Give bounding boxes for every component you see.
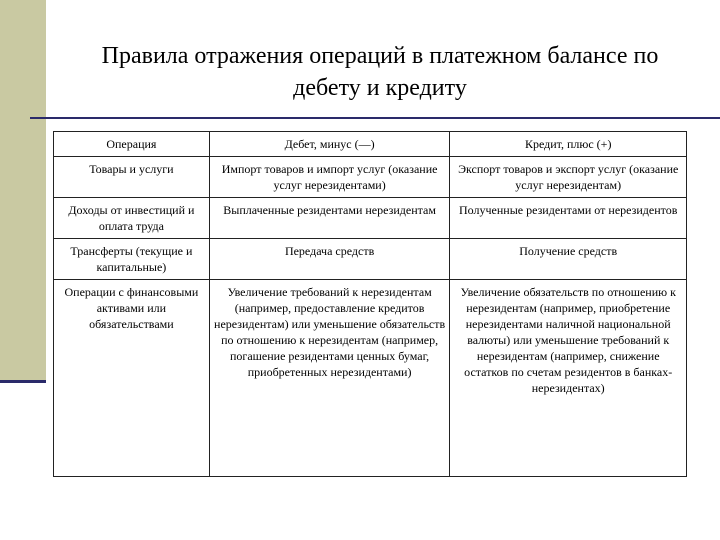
cell-debit: Импорт товаров и импорт услуг (оказание услуг нерезидентами)	[209, 157, 450, 198]
slide-title	[60, 40, 700, 104]
table-row	[54, 157, 687, 198]
cell-operation: Трансферты (текущие и капитальные)	[54, 239, 210, 280]
slide-title-line-2: дебету и кредиту	[293, 75, 467, 101]
cell-credit: Увеличение обязательств по отношению к нерезидентам (например, приобретение нерезидентами наличной национальной валюты) или уменьшение требований к нерезидентам (например, снижение остатков по счетам резидентов в банках-нерезидентах)	[450, 280, 687, 477]
header-credit: Кредит, плюс (+)	[450, 132, 687, 157]
table-row	[54, 239, 687, 280]
decorative-side-bar	[0, 0, 46, 382]
operations-table	[53, 131, 687, 477]
cell-debit: Увеличение требований к нерезидентам (например, предоставление кредитов нерезидентам) или уменьшение обязательств по отношению к нерезидентам (например, погашение резидентами ценных бумаг, приобретенных нерезидентами)	[209, 280, 450, 477]
cell-debit: Передача средств	[209, 239, 450, 280]
header-debit: Дебет, минус (—)	[209, 132, 450, 157]
table-row	[54, 280, 687, 477]
cell-operation: Операции с финансовыми активами или обязательствами	[54, 280, 210, 477]
cell-operation: Доходы от инвестиций и оплата труда	[54, 198, 210, 239]
cell-credit: Полученные резидентами от нерезидентов	[450, 198, 687, 239]
table-header-row	[54, 132, 687, 157]
title-divider	[30, 117, 720, 119]
cell-operation: Товары и услуги	[54, 157, 210, 198]
decorative-side-underline	[0, 380, 46, 383]
cell-debit: Выплаченные резидентами нерезидентам	[209, 198, 450, 239]
cell-credit: Экспорт товаров и экспорт услуг (оказание услуг нерезидентам)	[450, 157, 687, 198]
cell-credit: Получение средств	[450, 239, 687, 280]
header-operation: Операция	[54, 132, 210, 157]
table-row	[54, 198, 687, 239]
slide-title-line-1: Правила отражения операций в платежном балансе по	[101, 43, 659, 69]
